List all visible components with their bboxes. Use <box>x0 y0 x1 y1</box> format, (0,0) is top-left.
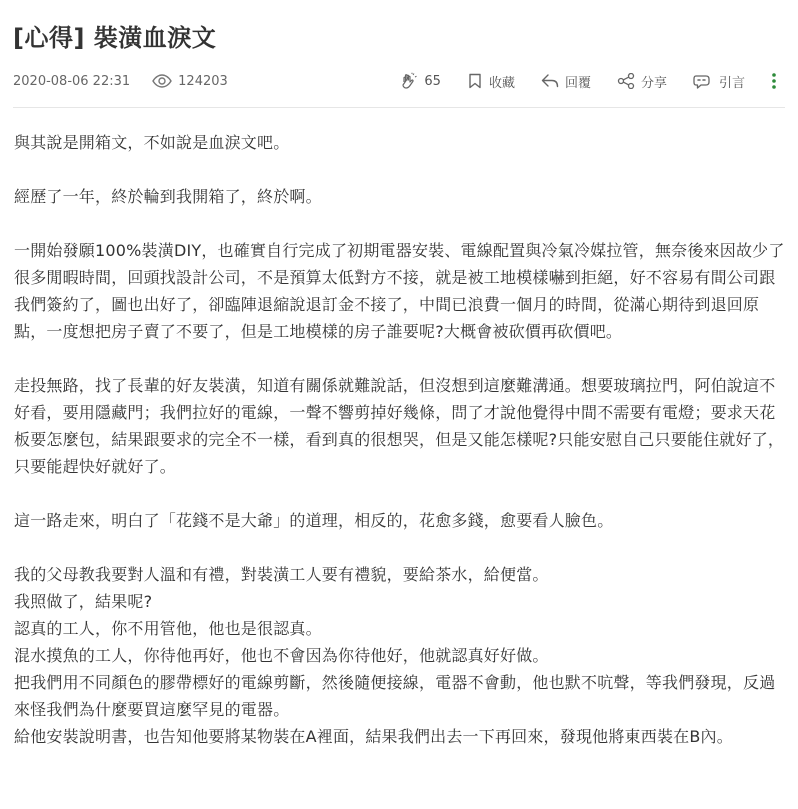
share-button[interactable] <box>617 72 667 91</box>
post-content <box>14 129 786 750</box>
content-line: 我照做了，結果呢? <box>14 592 153 611</box>
quote-icon <box>693 73 713 89</box>
save-label: 收藏 <box>488 75 515 91</box>
quote-button[interactable] <box>693 72 745 91</box>
header-divider <box>13 107 785 108</box>
view-count-value: 124203 <box>178 73 228 89</box>
content-line: 認真的工人，你不用管他，他也是很認真。 <box>14 619 322 638</box>
paragraph: 與其說是開箱文，不如說是血淚文吧。 <box>14 133 290 152</box>
paragraph: 一開始發願100%裝潢DIY，也確實自行完成了初期電器安裝、電線配置與冷氣冷媒拉管，無奈後來因故少了很多閒暇時間，回頭找設計公司，不是預算太低對方不接，就是被工地模樣嚇到拒絕，好不容易有間公司跟我們簽約了，圖也出好了，卻臨陣退縮說退訂金不接了，中間已浪費一個月的時間，從滿心期待到退回原點，一度想把房子賣了不要了，但是工地模樣的房子誰要呢?大概會被砍價再砍價吧。 <box>14 241 785 341</box>
reply-label: 回覆 <box>564 75 591 91</box>
reply-button[interactable] <box>541 72 591 91</box>
content-line: 給他安裝說明書，也告知他要將某物裝在A裡面，結果我們出去一下再回來，發現他將東西裝在B內。 <box>14 727 733 746</box>
content-line: 把我們用不同顏色的膠帶標好的電線剪斷，然後隨便接線，電器不會動，他也默不吭聲，等我們發現，反過來怪我們為什麼要買這麼罕見的電器。 <box>14 673 776 719</box>
more-vertical-icon <box>771 72 777 90</box>
paragraph: 經歷了一年，終於輪到我開箱了，終於啊。 <box>14 187 322 206</box>
like-button[interactable] <box>400 72 441 90</box>
like-count: 65 <box>424 73 441 89</box>
share-icon <box>617 73 635 89</box>
quote-label: 引言 <box>718 75 745 91</box>
paragraph: 走投無路，找了長輩的好友裝潢，知道有關係就難說話，但沒想到這麼難溝通。想要玻璃拉門，阿伯說這不好看，要用隱藏門；我們拉好的電線，一聲不響剪掉好幾條，問了才說他覺得中間不需要有電燈；要求天花板要怎麼包，結果跟要求的完全不一樣，看到真的很想哭，但是又能怎樣呢?只能安慰自己只要能住就好了，只要能趕快好就好了。 <box>14 376 785 476</box>
bookmark-icon <box>467 73 483 89</box>
save-button[interactable] <box>467 72 515 91</box>
content-line: 我的父母教我要對人溫和有禮，對裝潢工人要有禮貌，要給茶水，給便當。 <box>14 565 549 584</box>
share-label: 分享 <box>640 75 667 91</box>
paragraph: 這一路走來，明白了「花錢不是大爺」的道理，相反的，花愈多錢，愈要看人臉色。 <box>14 511 614 530</box>
content-line: 混水摸魚的工人，你待他再好，他也不會因為你待他好，他就認真好好做。 <box>14 646 549 665</box>
post-date: 2020-08-06 22:31 <box>13 73 131 89</box>
reply-icon <box>541 73 559 89</box>
more-options-button[interactable] <box>771 72 777 90</box>
post-title: [心得] 裝潢血淚文 <box>13 24 217 52</box>
post-meta-bar <box>13 66 785 96</box>
view-count <box>152 74 228 89</box>
eye-icon <box>152 74 172 88</box>
clap-icon <box>400 72 418 90</box>
